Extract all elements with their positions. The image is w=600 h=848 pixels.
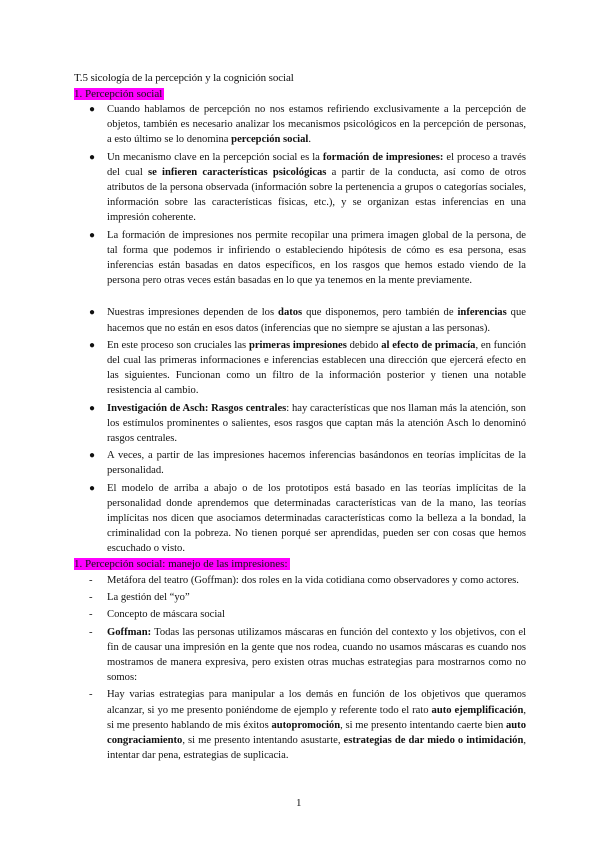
item-text: que hacemos que no están en esos datos (inferencias que no siempre se ajustan a las personas). — [107, 307, 526, 334]
bold-term: formación de impresiones: — [322, 151, 444, 163]
item-text: , si me presento hablando de mis éxitos — [107, 704, 526, 731]
bullet-icon: ● — [89, 482, 96, 494]
section1-bullet-list — [74, 102, 526, 559]
item-text: Todas las personas utilizamos máscaras en función del contexto y los objetivos, con el fin de causar una impresión en la gente que nos rodea, cuando no usamos máscaras es cuando nos mostramos de manera expresiva, pero existen otras muchas estrategias para mostrarnos como no somos: — [107, 626, 526, 684]
list-item — [74, 102, 526, 148]
bold-term: primeras impresiones — [248, 339, 347, 351]
highlighted-heading: 1. Percepción social: manejo de las impresiones: — [74, 558, 288, 570]
bold-term: auto ejemplificación — [431, 704, 524, 716]
dash-icon: - — [89, 592, 93, 604]
list-item — [74, 625, 526, 686]
item-text: Cuando hablamos de percepción no nos estamos refiriendo exclusivamente a la percepción de objetos, también es necesario analizar los mecanismos psicológicos en la percepción de personas, a esto último se lo denomina — [107, 104, 526, 146]
list-item — [74, 150, 526, 226]
section-heading-percepcion-social — [74, 88, 164, 100]
list-item — [74, 590, 526, 605]
item-text: A veces, a partir de las impresiones hacemos inferencias basándonos en teorías implícitas de la personalidad. — [107, 450, 526, 477]
list-item — [74, 448, 526, 478]
item-text: La gestión del “yo” — [107, 592, 190, 604]
item-text: a partir de la conducta, así como de otros atributos de la persona observada (información sobre la pertenencia a grupos o categorías sociales, información sobre las características físicas, etc.), y se organizan estas inferencias en una impresión coherente. — [107, 166, 526, 224]
list-item — [74, 401, 526, 447]
item-text: Metáfora del teatro (Goffman): dos roles en la vida cotidiana como observadores y como actores. — [107, 575, 519, 586]
bold-term: autopromoción — [271, 719, 341, 731]
dash-icon: - — [89, 626, 93, 638]
item-text: , intentar dar pena, estrategias de suplicacia. — [107, 735, 526, 762]
bullet-icon: ● — [89, 339, 96, 351]
bold-term: al efecto de primacía — [381, 339, 476, 351]
item-text: , en función del cual las primeras informaciones e inferencias establecen una dirección que ejercerá efecto en las siguientes. Funcionan como un filtro de la información posterior y tienen una notable resistencia al cambio. — [107, 339, 527, 397]
bold-term: Goffman: — [107, 626, 152, 638]
list-item — [74, 305, 526, 335]
item-text: La formación de impresiones nos permite recopilar una primera imagen global de la persona, de tal forma que podemos ir infiriendo o estableciendo hipótesis de cómo es esa persona, esas inferencias están basadas en datos específicos, en los rasgos que hemos estado viendo de la persona pero otras veces están basadas en lo que ya tenemos en la mente previamente. — [107, 229, 526, 287]
item-text: que disponemos, pero también de — [302, 307, 458, 319]
document-title: T.5 sicología de la percepción y la cognición social — [74, 72, 294, 84]
item-text: El modelo de arriba a abajo o de los prototipos está basado en las teorías implícitas de la personalidad donde aprendemos que determinadas características van de la mano, las teorías implícitas nos dicen que asociamos determinadas características como la belleza a la bondad, la criminalidad con la pobreza. No tienen porqué ser aprendidas, pueden ser con cosas que hemos escuchado o visto. — [107, 482, 526, 555]
item-text: , si me presento intentando asustarte, — [182, 735, 344, 747]
item-text: En este proceso son cruciales las — [107, 339, 249, 351]
item-text: Un mecanismo clave en la percepción social es la — [107, 151, 323, 163]
bullet-icon: ● — [89, 450, 96, 462]
list-item — [74, 228, 526, 289]
dash-icon: - — [89, 609, 93, 621]
dash-icon: - — [89, 689, 93, 701]
bold-term: estrategias de dar miedo o intimidación — [343, 735, 524, 747]
item-text: . — [308, 134, 312, 146]
list-item — [74, 481, 526, 557]
item-text: , si me presento intentando caerte bien — [340, 719, 506, 731]
item-text: debido — [346, 339, 382, 351]
list-item — [74, 607, 526, 622]
section2-dash-list — [74, 573, 526, 765]
bold-term: datos — [278, 307, 303, 319]
item-text: : hay características que nos llaman más la atención, son los estímulos prominentes o salientes, esos rasgos que captan más la atención Asch lo denominó rasgos centrales. — [107, 402, 526, 445]
item-text: Hay varias estrategias para manipular a los demás en función de los objetivos que queramos alcanzar, si yo me presento poniéndome de ejemplo y referente todo el rato — [107, 689, 526, 716]
bullet-icon: ● — [89, 402, 96, 414]
bold-term: inferencias — [457, 307, 507, 319]
page-number: 1 — [296, 797, 302, 809]
list-item — [74, 573, 526, 588]
bullet-icon: ● — [89, 104, 96, 115]
item-text: Nuestras impresiones dependen de los — [107, 307, 279, 319]
bold-term: percepción social — [231, 134, 309, 146]
highlighted-heading: 1. Percepción social — [74, 88, 163, 100]
bullet-icon: ● — [89, 151, 96, 163]
dash-icon: - — [89, 575, 93, 586]
item-text: el proceso a través del cual — [107, 151, 526, 178]
bullet-icon: ● — [89, 307, 96, 319]
bullet-icon: ● — [89, 229, 96, 241]
bold-term: Investigación de Asch: Rasgos centrales — [107, 402, 287, 414]
section-heading-manejo-impresiones — [74, 558, 290, 570]
item-text: Concepto de máscara social — [107, 609, 225, 621]
bold-term: se infieren características psicológicas — [148, 166, 327, 178]
list-item — [74, 338, 526, 399]
list-item — [74, 687, 526, 763]
bold-term: auto congraciamiento — [107, 719, 526, 747]
